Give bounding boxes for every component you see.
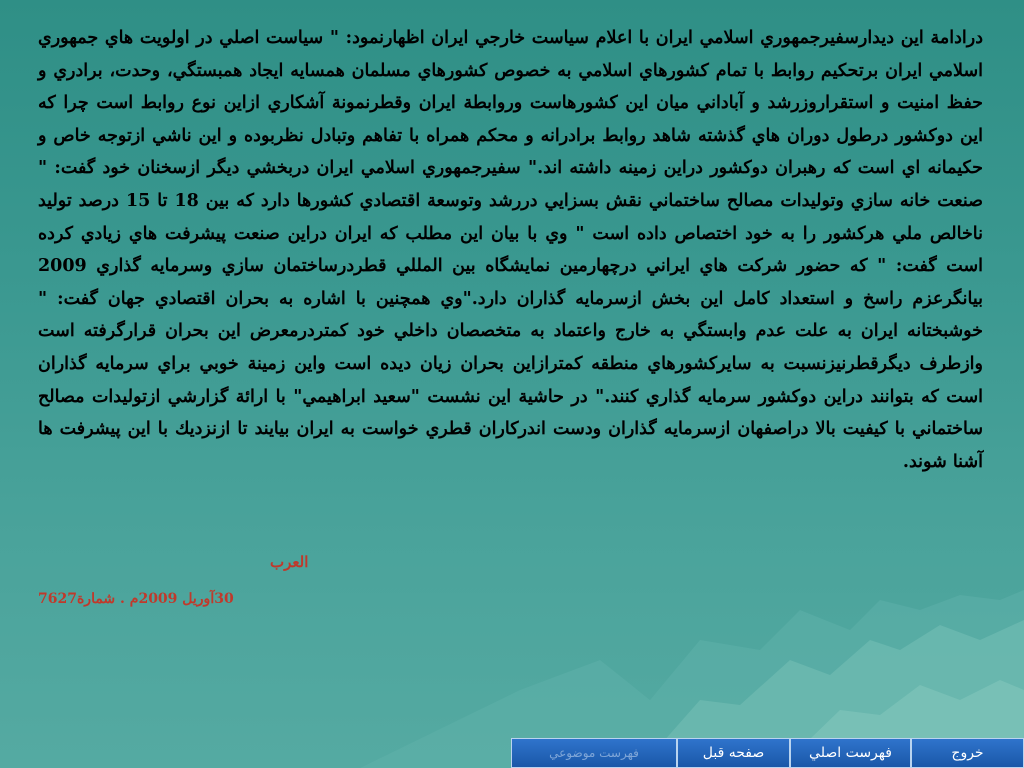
exit-button[interactable]: خروج	[911, 738, 1024, 768]
main-index-button[interactable]: فهرست اصلي	[790, 738, 911, 768]
topics-index-button[interactable]: فهرست موضوعي	[511, 738, 677, 768]
article-dateline: 30آوريل 2009م . شمارة7627	[38, 591, 234, 607]
previous-page-button[interactable]: صفحه قبل	[677, 738, 790, 768]
navigation-bar	[511, 738, 1024, 768]
article-body: درادامة اين ديدارسفيرجمهوري اسلامي ايران با اعلام سياست خارجي ايران اظهارنمود: " سياست اصلي در اولويت هاي جمهوري اسلامي ايران برتحكيم روابط با تمام كشورهاي اسلامي به خصوص كشورهاي مسلمان همسايه ايجاد همبستگي، وحدت، برادري و حفظ امنيت و استقراروزرشد و آباداني ميان اين كشورهاست وروابطة ايران وقطرنمونة آشكاري ازاين نوع روابط است چرا كه اين دوكشور درطول دوران هاي گذشته شاهد روابط برادرانه و محكم همراه با تفاهم وتبادل نظربوده و اين ناشي ازتوجه خاص و حكيمانه اي است كه رهبران دوكشور دراين زمينه داشته اند." سفيرجمهوري اسلامي ايران دربخشي ديگر ازسخنان خود گفت: " صنعت خانه سازي وتوليدات مصالح ساختماني نقش بسزايي دررشد وتوسعة اقتصادي كشورها دارد كه بين 18 تا 15 درصد توليد ناخالص ملي هركشور را به خود اختصاص داده است " وي با بيان اين مطلب كه ايران دراين صنعت پيشرفت هاي زيادي كرده است گفت: " كه حضور شركت هاي ايراني درچهارمين نمايشگاه بين المللي قطردرساختمان سازي وسرمايه گذاري 2009 بيانگرعزم راسخ و استعداد كامل اين بخش ازسرمايه گذاران دارد."وي همچنين با اشاره به بحران اقتصادي جهان گفت: " خوشبختانه ايران به علت عدم وابستگي به خارج واعتماد به متخصصان داخلي خود كمتردرمعرض اين بحران قرارگرفته است وازطرف ديگرقطرنيزنسبت به سايركشورهاي منطقه كمترازاين بحران زيان ديده است واين زمينة خوبي براي سرمايه گذاران است كه بتوانند دراين دوكشور سرمايه گذاري كنند." در حاشية اين نشست "سعيد ابراهيمي" با ارائة گزارشي ازتوليدات مصالح ساختماني با كيفيت بالا دراصفهان ازسرمايه گذاران ودست اندركاران قطري خواست به ايران بيايند تا ازنزديك با اين پيشرفت ها آشنا شوند.	[38, 28, 984, 472]
article-source: العرب	[270, 553, 309, 571]
